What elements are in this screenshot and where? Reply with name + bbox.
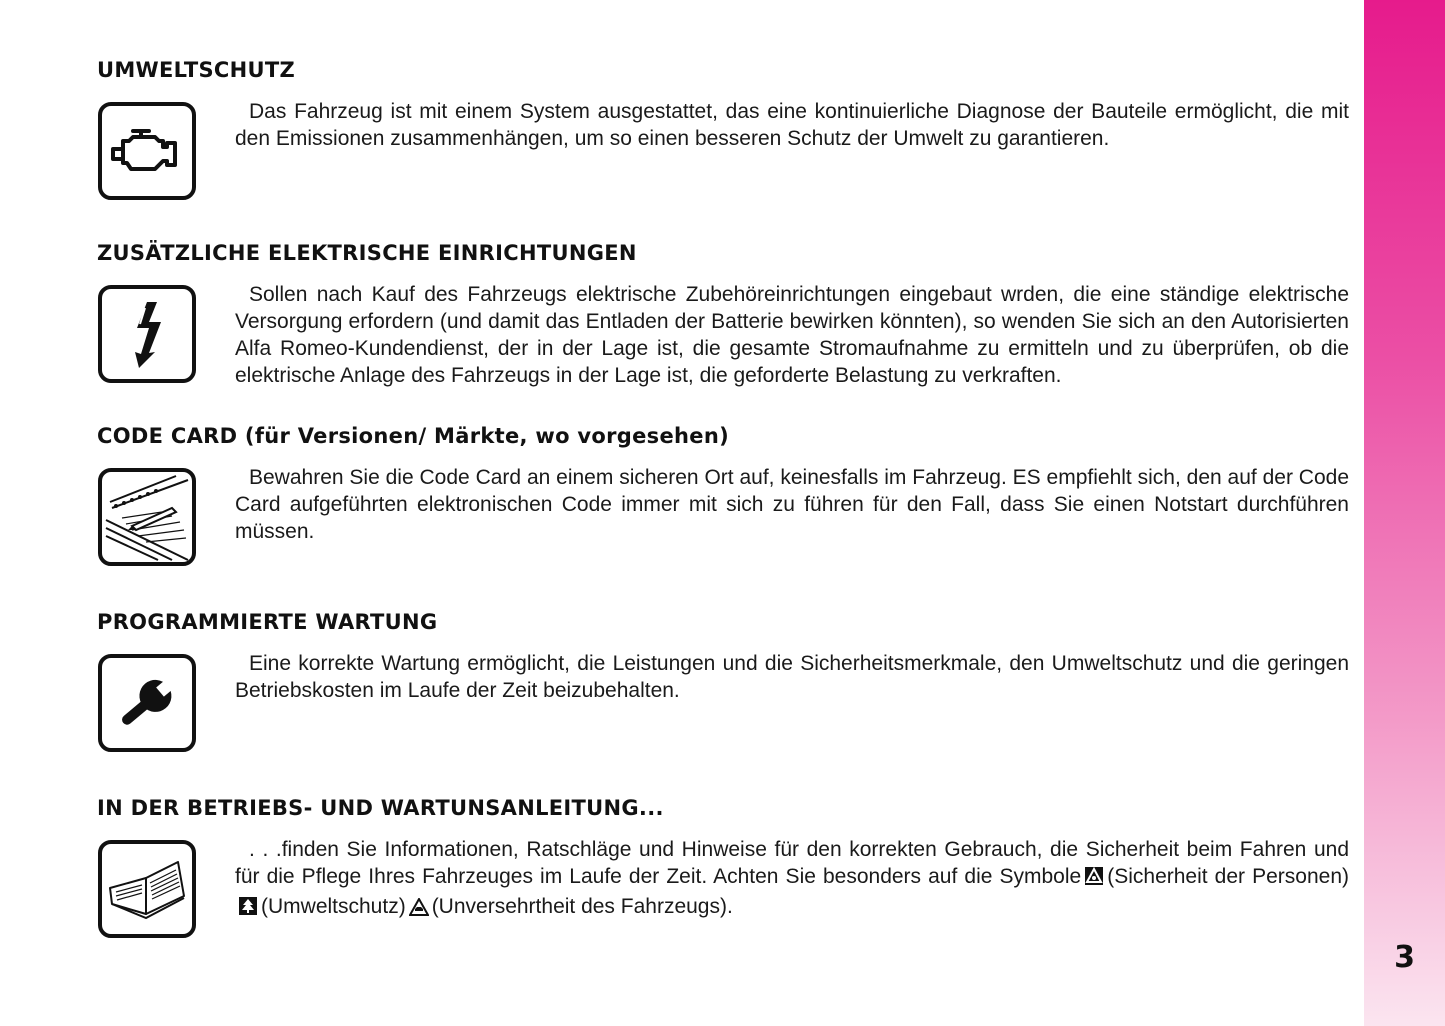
lightning-icon <box>98 285 196 383</box>
pink-side-band <box>1364 0 1445 1026</box>
section-body-text: Bewahren Sie die Code Card an einem sicheren Ort auf, keinesfalls im Fahrzeug. ES empfiehlt sich, den auf der Code Card aufgeführten elektronischen Code immer mit sich zu führen für den Fall, dass Sie einen Notstart durchführen müssen. <box>235 466 1349 543</box>
section-heading: CODE CARD (für Versionen/ Märkte, wo vorgesehen) <box>97 424 729 448</box>
wrench-icon <box>98 654 196 752</box>
section-body-text: Eine korrekte Wartung ermöglicht, die Leistungen und die Sicherheitsmerkmale, den Umweltschutz und die geringen Betriebskosten im Laufe der Zeit beizubehalten. <box>235 652 1349 702</box>
section-heading: PROGRAMMIERTE WARTUNG <box>97 610 438 634</box>
page-number: 3 <box>1394 940 1415 975</box>
person-safety-icon <box>1084 866 1104 893</box>
section-heading: ZUSÄTZLICHE ELEKTRISCHE EINRICHTUNGEN <box>97 241 637 265</box>
engine-icon <box>98 102 196 200</box>
section-heading: IN DER BETRIEBS- UND WARTUNSANLEITUNG... <box>97 796 664 820</box>
section-body-text: Das Fahrzeug ist mit einem System ausgestattet, das eine kontinuierliche Diagnose der Bauteile ermöglicht, die mit den Emissionen zusammenhängen, um so einen besseren Schutz der Umwelt zu garantieren. <box>235 100 1349 150</box>
section-body-text: . . .finden Sie Informationen, Ratschläge und Hinweise für den korrekten Gebrauch, die Sicherheit beim Fahren und für die Pflege Ihres Fahrzeuges im Laufe der Zeit. Achten Sie besonders auf die Symbole (Sicherheit der Personen)(Umweltschutz) (Unversehrtheit des Fahrzeugs). <box>235 836 1349 923</box>
open-book-icon <box>98 840 196 938</box>
vehicle-integrity-icon <box>409 896 429 923</box>
code-card-icon <box>98 468 196 566</box>
environment-icon <box>238 896 258 923</box>
section-body-text: Sollen nach Kauf des Fahrzeugs elektrische Zubehöreinrichtungen eingebaut wrden, die eine ständige elektrische Versorgung erfordern (und damit das Entladen der Batterie bewirken könnten), so wenden Sie sich an den Autorisierten Alfa Romeo-Kundendienst, der in der Lage ist, die gesamte Stromaufnahme zu ermitteln und zu überprüfen, ob die elektrische Anlage des Fahrzeugs in der Lage ist, die geforderte Belastung zu verkraften. <box>235 283 1349 387</box>
section-heading: UMWELTSCHUTZ <box>97 58 296 82</box>
